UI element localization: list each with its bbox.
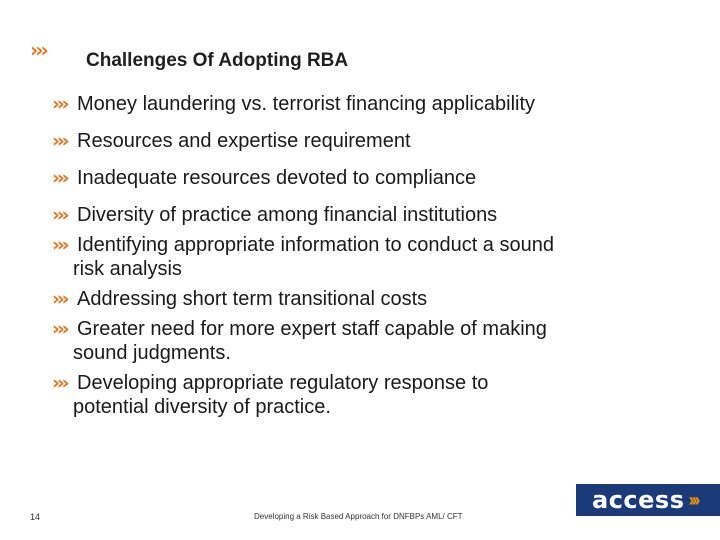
chevron-icon: ››› <box>52 167 67 189</box>
logo-text: access <box>592 486 685 514</box>
bullet-text-line: risk analysis <box>73 258 182 280</box>
chevron-icon: ››› <box>52 234 67 256</box>
bullet-item <box>52 92 692 116</box>
bullet-text-line: Developing appropriate regulatory response to <box>77 372 489 394</box>
bullet-item <box>52 203 692 227</box>
bullet-text <box>73 233 554 281</box>
footer-text: Developing a Risk Based Approach for DNFBPs AML/ CFT <box>254 512 463 521</box>
chevron-icon: ››› <box>52 372 67 394</box>
bullet-text-line: potential diversity of practice. <box>73 396 331 418</box>
bullet-item <box>52 287 692 311</box>
chevron-icon: ››› <box>52 318 67 340</box>
bullet-text-line: Identifying appropriate information to conduct a sound <box>77 234 554 256</box>
access-logo <box>576 484 720 516</box>
bullet-text-line: sound judgments. <box>73 342 231 364</box>
bullet-item <box>52 371 692 419</box>
chevron-icon: ››› <box>52 93 67 115</box>
logo-chevron-icon: ››› <box>688 489 698 510</box>
bullet-text <box>73 317 547 365</box>
bullet-text: Addressing short term transitional costs <box>77 288 428 310</box>
slide-title: Challenges Of Adopting RBA <box>86 50 349 71</box>
bullet-item <box>52 166 692 190</box>
bullet-text: Inadequate resources devoted to compliance <box>77 167 477 189</box>
bullet-text: Diversity of practice among financial institutions <box>77 204 498 226</box>
bullet-item <box>52 233 692 281</box>
bullet-text: Money laundering vs. terrorist financing applicability <box>77 93 536 115</box>
chevron-icon: ››› <box>52 204 67 226</box>
bullet-text-line: Greater need for more expert staff capable of making <box>77 318 547 340</box>
title-chevron-icon: ››› <box>30 38 46 62</box>
chevron-icon: ››› <box>52 130 67 152</box>
bullet-text <box>73 371 489 419</box>
bullet-list <box>52 92 692 425</box>
chevron-icon: ››› <box>52 288 67 310</box>
bullet-item <box>52 317 692 365</box>
page-number: 14 <box>30 512 41 522</box>
bullet-item <box>52 129 692 153</box>
bullet-text: Resources and expertise requirement <box>77 130 411 152</box>
